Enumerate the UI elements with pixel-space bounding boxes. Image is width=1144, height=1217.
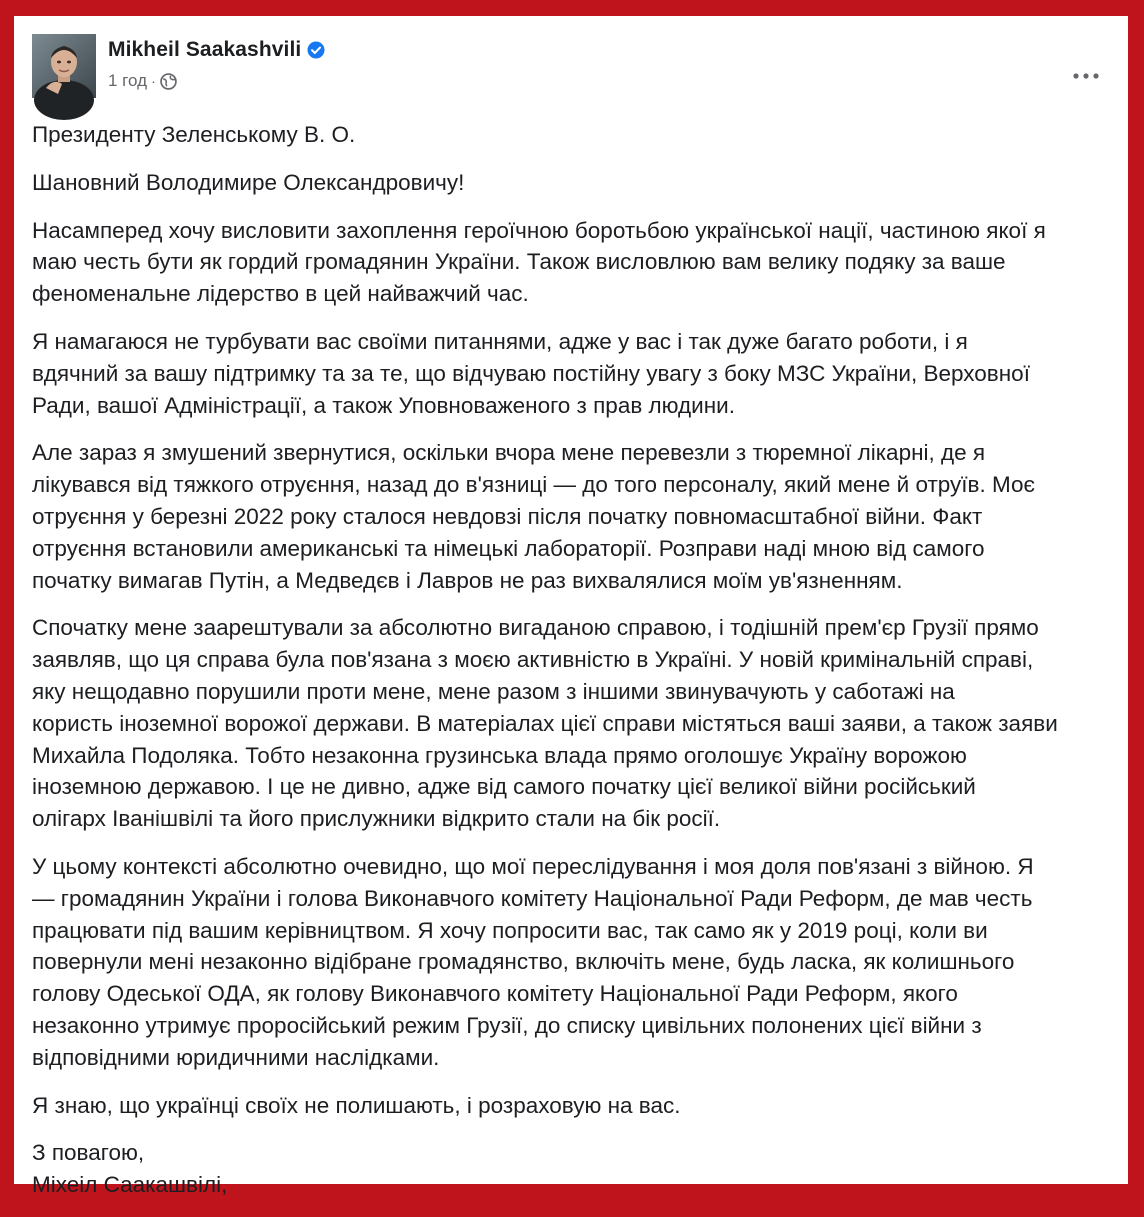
paragraph-2 (32, 326, 1112, 421)
text-line: Шановний Володимире Олександровичу! (32, 169, 465, 195)
more-options-icon (1072, 72, 1100, 80)
text-line: голову Одеської ОДА, як голову Виконавчого комітету Національної Ради Реформ, якого (32, 981, 958, 1007)
paragraph-greeting (32, 167, 1112, 199)
meta-separator: · (151, 72, 157, 90)
text-line: Ради, вашої Адміністрації, а також Уповноваженого з прав людини. (32, 392, 735, 418)
text-line: лікувався від тяжкого отруєння, назад до в'язниці — до того персоналу, який мене й отруїв. Моє (32, 472, 1035, 498)
text-line: Насамперед хочу висловити захоплення героїчною боротьбою української нації, частиною якої я (32, 217, 1046, 243)
paragraph-5 (32, 851, 1112, 1074)
text-line: незаконно утримує проросійський режим Грузії, до списку цивільних полонених цієї війни з (32, 1012, 982, 1038)
more-options-button[interactable] (1068, 64, 1104, 88)
text-line: феноменальне лідерство в цей найважчий час. (32, 281, 529, 307)
text-line: заявляв, що ця справа була пов'язана з моєю активністю в Україні. У новій кримінальній справі, (32, 647, 1034, 673)
author-row (108, 36, 325, 64)
text-line: користь іноземної ворожої держави. В матеріалах цієї справи містяться ваші заяви, а також заяви (32, 710, 1058, 736)
paragraph-1 (32, 215, 1112, 310)
text-line: отруєння встановили американські та німецькі лабораторії. Розправи наді мною від самого (32, 535, 985, 561)
post-text (32, 119, 1112, 1217)
text-line: Міхеіл Саакашвілі, (32, 1172, 228, 1198)
text-line: Я знаю, що українці своїх не полишають, і розраховую на вас. (32, 1092, 681, 1118)
text-line: У цьому контексті абсолютно очевидно, що мої переслідування і моя доля пов'язані з війною. Я (32, 853, 1034, 879)
paragraph-3 (32, 437, 1112, 596)
text-line: вдячний за вашу підтримку та за те, що відчуваю постійну увагу з боку МЗС України, Верховної (32, 360, 1030, 386)
text-line: яку нещодавно порушили проти мене, мене разом з іншими звинувачують у саботажі на (32, 678, 955, 704)
text-line: отруєння у березні 2022 року сталося невдовзі після початку повномасштабної війни. Факт (32, 503, 983, 529)
post-header (32, 34, 1110, 106)
post-timestamp[interactable]: 1 год (108, 71, 148, 90)
paragraph-addressee (32, 119, 1112, 151)
text-line: працювати під вашим керівництвом. Я хочу попросити вас, так само як у 2019 році, коли ви (32, 917, 988, 943)
paragraph-6 (32, 1090, 1112, 1122)
text-line: — громадянин України і голова Виконавчого комітету Національної Ради Реформ, де мав честь (32, 885, 1033, 911)
author-name[interactable]: Mikheil Saakashvili (108, 38, 302, 61)
post-card (14, 16, 1128, 1198)
paragraph-signature (32, 1137, 1112, 1201)
text-line: Але зараз я змушений звернутися, оскільки вчора мене перевезли з тюремної лікарні, де я (32, 440, 986, 466)
paragraph-4 (32, 612, 1112, 835)
text-line: Михайла Подоляка. Тобто незаконна грузинська влада прямо оголошує Україну ворожою (32, 742, 967, 768)
text-line: повернули мені незаконно відібране громадянство, включіть мене, будь ласка, як колишнього (32, 949, 1015, 975)
avatar-photo (32, 34, 96, 98)
text-line: олігарх Іванішвілі та його прислужники відкрито стали на бік росії. (32, 806, 721, 832)
text-line: відповідними юридичними наслідками. (32, 1044, 440, 1070)
text-line: Спочатку мене заарештували за абсолютно вигаданою справою, і тодішній прем'єр Грузії прямо (32, 615, 1039, 641)
text-line: Президенту Зеленському В. О. (32, 122, 356, 147)
text-line: початку вимагав Путін, а Медведєв і Лавров не раз вихвалялися моїм ув'язненням. (32, 567, 903, 593)
post-meta (108, 70, 325, 92)
text-line: іноземною державою. І це не дивно, адже від самого початку цієї великої війни російський (32, 774, 976, 800)
text-line: Я намагаюся не турбувати вас своїми питаннями, адже у вас і так дуже багато роботи, і я (32, 328, 968, 354)
globe-icon (160, 73, 177, 90)
author-block (108, 36, 325, 92)
avatar[interactable] (32, 34, 96, 98)
text-line: маю честь бути як гордий громадянин України. Також висловлюю вам велику подяку за ваше (32, 249, 1006, 275)
verified-badge-icon (307, 41, 325, 59)
text-line: З повагою, (32, 1140, 145, 1166)
